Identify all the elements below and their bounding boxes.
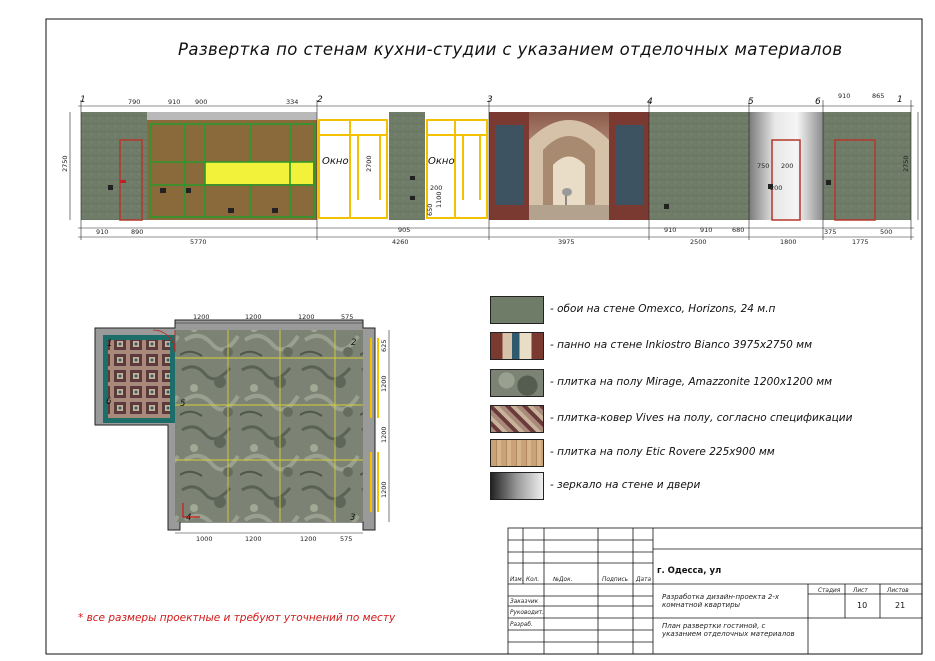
wallpaper-swatch (490, 296, 544, 324)
plan-corner-label: 4 (186, 513, 192, 523)
dim-label: 910 (96, 228, 109, 236)
legend-item (490, 369, 890, 399)
sheets-total: 21 (895, 601, 906, 610)
plan-dim: 1200 (245, 535, 262, 543)
plan-dim: 575 (341, 313, 354, 321)
plan-dim: 1200 (245, 313, 262, 321)
legend-label: - панно на стене Inkiostro Bianco 3975x2750 мм (550, 339, 812, 351)
legend-label: - плитка-ковер Vives на полу, согласно спецификации (550, 412, 853, 424)
dim-label: 334 (286, 98, 299, 106)
tb-col-kol: Кол. (526, 577, 540, 583)
dim-label: 865 (872, 92, 885, 100)
mirror-swatch (490, 472, 544, 500)
plan-dim: 1200 (300, 535, 317, 543)
tb-rukovodit: Руководит. (510, 610, 544, 616)
plan-dim: 625 (380, 339, 388, 352)
elevation-point: 1 (897, 95, 903, 105)
dim-label: 750 (757, 162, 770, 170)
project-description: Разработка дизайн-проекта 2-х комнатной квартиры (662, 593, 779, 609)
dim-label: 910 (664, 226, 677, 234)
elevation-point: 3 (487, 95, 493, 105)
legend-item (490, 332, 890, 362)
elevation-point: 4 (647, 97, 653, 107)
legend-label: - плитка на полу Mirage, Amazzonite 1200x1200 мм (550, 376, 833, 388)
total-dim: 1775 (852, 238, 869, 246)
plan-dim: 575 (340, 535, 353, 543)
wall-panel-image (489, 112, 649, 220)
plan-corner-label: 6 (106, 397, 112, 407)
dim-label: 200 (430, 184, 443, 192)
dim-label: 680 (732, 226, 745, 234)
dim-label: 790 (128, 98, 141, 106)
tb-col-sign: Подпись (602, 577, 629, 583)
drawing-title: Развертка по стенам кухни-студии с указанием отделочных материалов (178, 40, 843, 59)
total-dim: 1800 (780, 238, 797, 246)
dim-label: 2700 (365, 155, 373, 172)
tb-col-doc: №Док. (553, 577, 573, 583)
dim-label: 1100 (435, 191, 443, 208)
dim-label: 890 (131, 228, 144, 236)
tb-razrab: Разраб. (510, 622, 533, 628)
plan-dim: 1000 (196, 535, 213, 543)
plan-corner-label: 3 (350, 513, 356, 523)
wallpaper-segment (649, 112, 749, 220)
dim-label: 200 (781, 162, 794, 170)
tb-col-date: Дата (636, 577, 652, 583)
wallpaper-segment (823, 112, 911, 220)
carpet-tile-floor (108, 340, 170, 418)
total-dim: 4260 (392, 238, 409, 246)
dim-label: 910 (700, 226, 713, 234)
legend-label: - обои на стене Omexco, Horizons, 24 м.п (550, 303, 776, 315)
plan-dim: 1200 (380, 481, 388, 498)
tb-col-izm: Изм. (510, 577, 524, 583)
total-dim: 2500 (690, 238, 707, 246)
sheet-number: 10 (857, 601, 868, 610)
footnote: * все размеры проектные и требуют уточнений по месту (78, 612, 396, 624)
height-dim: 2750 (61, 155, 69, 172)
marble-swatch (490, 369, 544, 397)
wallpaper-segment (389, 112, 425, 220)
plan-corner-label: 1 (107, 339, 113, 349)
elevation-point: 5 (748, 97, 754, 107)
elevation-point: 6 (815, 97, 821, 107)
legend-item (490, 405, 890, 435)
kitchen-backsplash (205, 162, 313, 184)
dim-label: 650 (426, 203, 434, 216)
project-city: г. Одесса, ул (657, 566, 722, 576)
wall-elevation (61, 92, 918, 246)
dim-label: 910 (168, 98, 181, 106)
legend-item (490, 472, 890, 502)
dim-label: 200 (770, 184, 783, 192)
dim-label: 900 (195, 98, 208, 106)
elevation-point: 1 (80, 95, 86, 105)
total-dim: 3975 (558, 238, 575, 246)
legend-label: - плитка на полу Etic Rovere 225x900 мм (550, 446, 775, 458)
plan-dim: 1200 (298, 313, 315, 321)
elevation-point: 2 (317, 95, 323, 105)
tb-stadia: Стадия (818, 588, 841, 594)
dim-label: 905 (398, 226, 411, 234)
panel-swatch (490, 332, 544, 360)
plan-dim: 1200 (193, 313, 210, 321)
tb-zakazchik: Заказчик (510, 599, 539, 605)
sheet-description: План развертки гостиной, с указанием отделочных материалов (662, 622, 795, 638)
floor-plan (95, 313, 389, 543)
wallpaper-segment (81, 112, 117, 220)
legend-item (490, 296, 890, 326)
window-label: Окно (428, 156, 455, 167)
window-label: Окно (322, 156, 349, 167)
tb-list: Лист (853, 588, 868, 594)
plan-dim: 1200 (380, 426, 388, 443)
plan-corner-label: 5 (180, 399, 186, 409)
dim-label: 500 (880, 228, 893, 236)
dim-label: 910 (838, 92, 851, 100)
legend-label: - зеркало на стене и двери (550, 479, 701, 491)
plan-corner-label: 2 (351, 338, 357, 348)
dim-label: 375 (824, 228, 837, 236)
legend-item (490, 439, 890, 469)
height-dim: 2750 (902, 155, 910, 172)
wood-swatch (490, 439, 544, 467)
tb-listov: Листов (887, 588, 909, 594)
plan-dim: 1200 (380, 375, 388, 392)
carpet-swatch (490, 405, 544, 433)
total-dim: 5770 (190, 238, 207, 246)
